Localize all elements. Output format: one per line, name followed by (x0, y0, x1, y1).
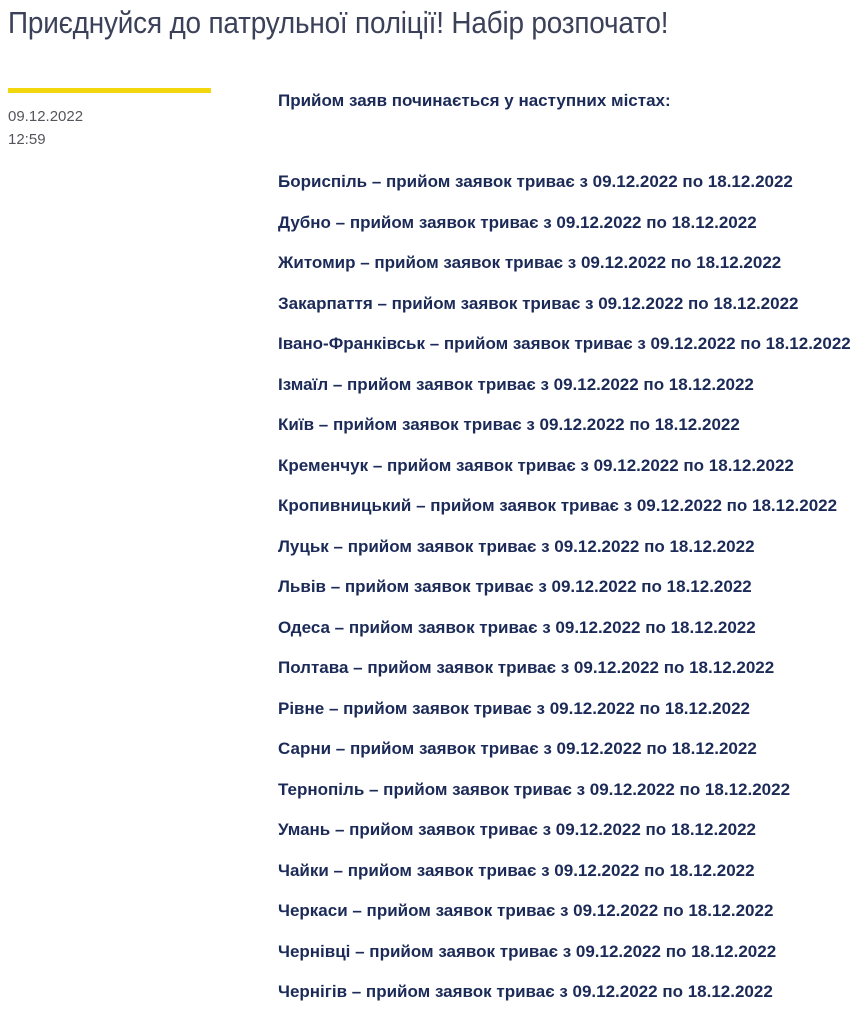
post-date: 09.12.2022 (8, 108, 84, 125)
city-line: Рівне – прийом заявок триває з 09.12.2022 по 18.12.2022 (278, 698, 750, 718)
city-line: Тернопіль – прийом заявок триває з 09.12.2022 по 18.12.2022 (278, 779, 791, 799)
page-title: Приєднуйся до патрульної поліції! Набір розпочато! (8, 5, 669, 40)
city-line: Луцьк – прийом заявок триває з 09.12.2022 по 18.12.2022 (278, 536, 755, 556)
city-list (278, 172, 851, 1002)
post-meta-column (8, 88, 278, 151)
intro-line: Прийом заяв починається у наступних містах: (278, 91, 671, 110)
city-line: Чайки – прийом заявок триває з 09.12.2022 по 18.12.2022 (278, 860, 755, 880)
city-line: Закарпаття – прийом заявок триває з 09.12.2022 по 18.12.2022 (278, 293, 799, 313)
article-content (8, 88, 851, 1002)
city-line: Івано-Франківськ – прийом заявок триває з 09.12.2022 по 18.12.2022 (278, 334, 851, 353)
city-line: Львів – прийом заявок триває з 09.12.2022 по 18.12.2022 (278, 577, 752, 596)
post-time: 12:59 (8, 131, 46, 148)
city-line: Бориспіль – прийом заявок триває з 09.12.2022 по 18.12.2022 (278, 172, 793, 191)
city-line: Житомир – прийом заявок триває з 09.12.2022 по 18.12.2022 (278, 253, 782, 272)
city-line: Сарни – прийом заявок триває з 09.12.2022 по 18.12.2022 (278, 739, 757, 758)
city-line: Ізмаїл – прийом заявок триває з 09.12.2022 по 18.12.2022 (278, 374, 754, 394)
yellow-divider (8, 88, 211, 93)
article-body (278, 88, 851, 1002)
city-line: Черкаси – прийом заявок триває з 09.12.2022 по 18.12.2022 (278, 901, 774, 920)
city-line: Київ – прийом заявок триває з 09.12.2022 по 18.12.2022 (278, 415, 740, 434)
city-line: Одеса – прийом заявок триває з 09.12.2022 по 18.12.2022 (278, 617, 756, 637)
city-line: Кременчук – прийом заявок триває з 09.12.2022 по 18.12.2022 (278, 455, 794, 475)
city-line: Дубно – прийом заявок триває з 09.12.2022 по 18.12.2022 (278, 212, 757, 232)
city-line: Чернівці – прийом заявок триває з 09.12.2022 по 18.12.2022 (278, 941, 777, 961)
city-line: Умань – прийом заявок триває з 09.12.2022 по 18.12.2022 (278, 820, 757, 839)
city-line: Чернігів – прийом заявок триває з 09.12.2022 по 18.12.2022 (278, 982, 773, 1001)
city-line: Кропивницький – прийом заявок триває з 09.12.2022 по 18.12.2022 (278, 496, 838, 515)
city-line: Полтава – прийом заявок триває з 09.12.2022 по 18.12.2022 (278, 658, 775, 677)
